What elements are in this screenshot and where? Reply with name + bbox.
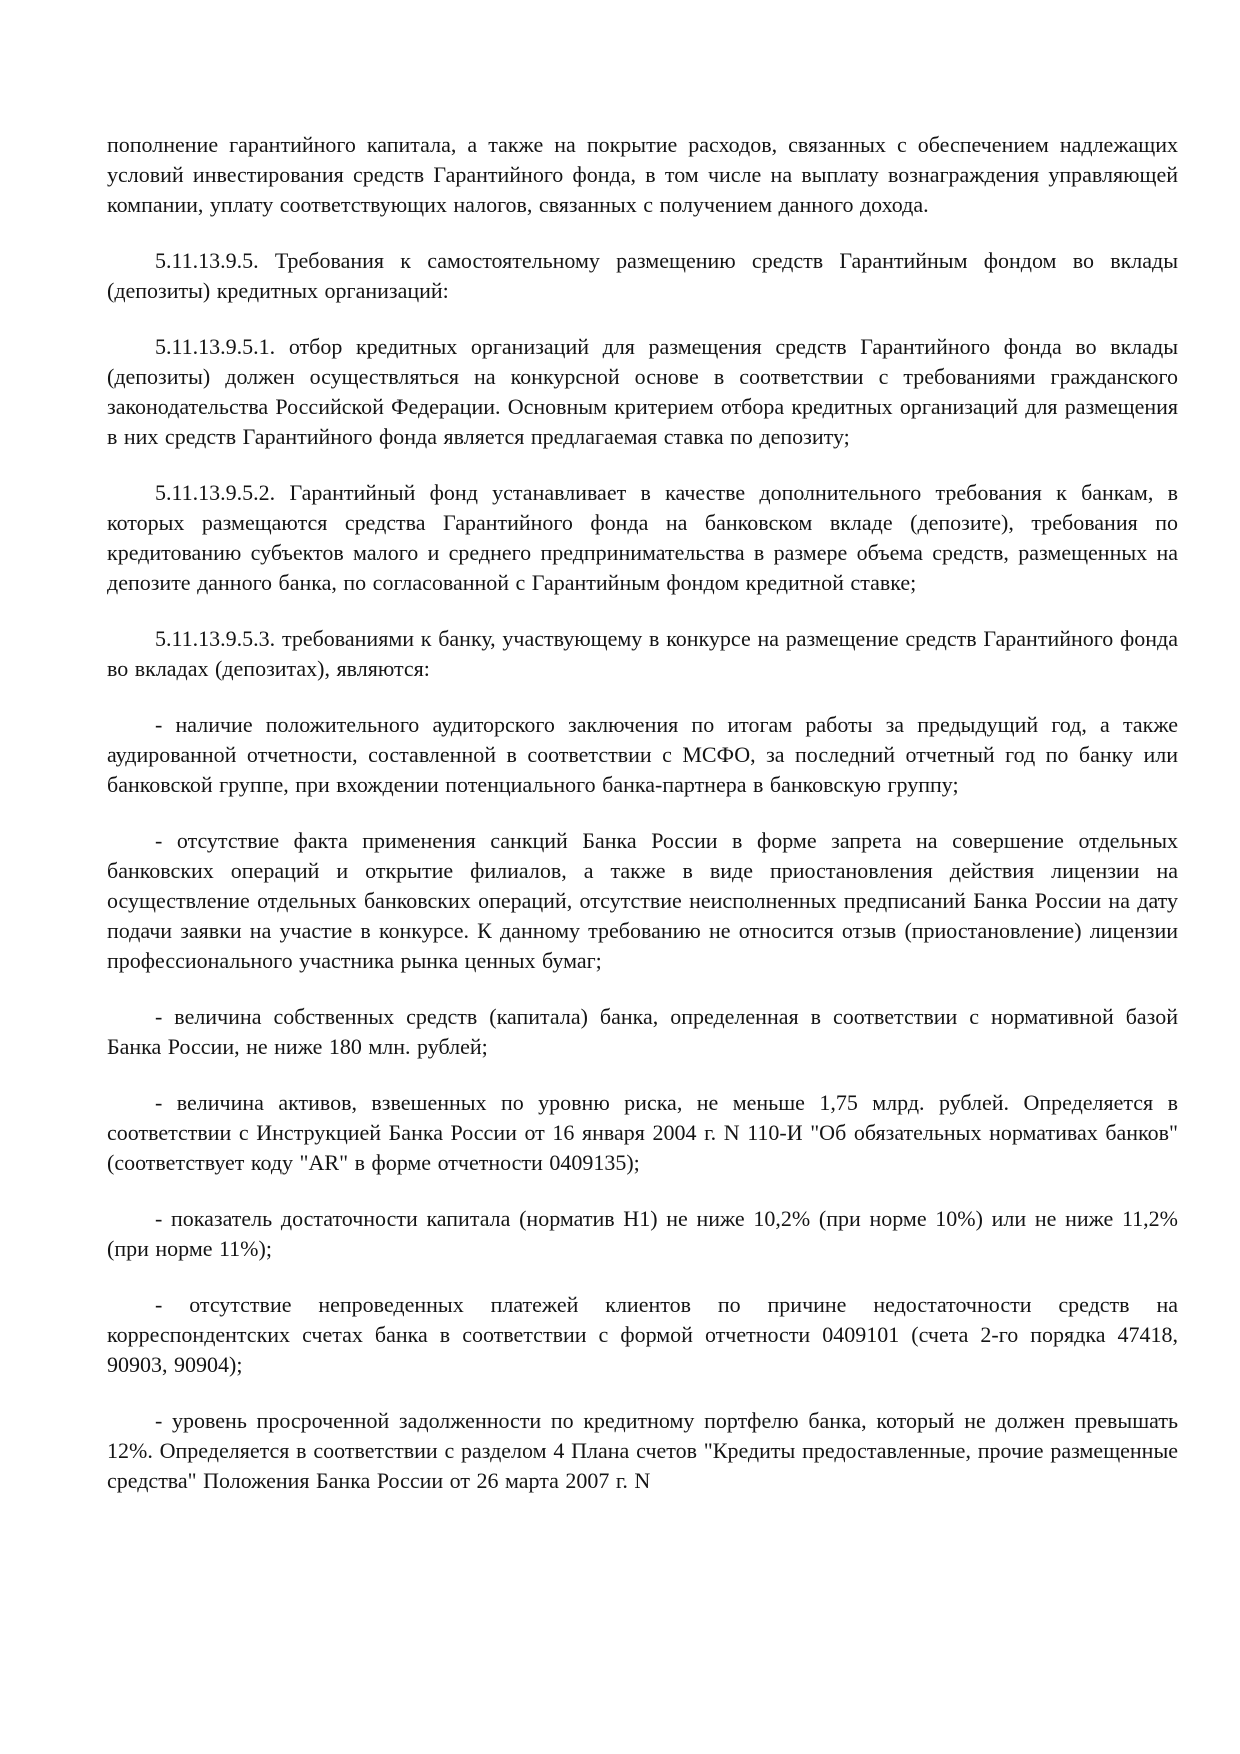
clause-5-11-13-9-5-1: 5.11.13.9.5.1. отбор кредитных организаций для размещения средств Гарантийного фонда во вклады (депозиты) должен осуществляться на конкурсной основе в соответствии с требованиями гражданского законодательства Российской Федерации. Основным критерием отбора кредитных организаций для размещения в них средств Гарантийного фонда является предлагаемая ставка по депозиту; (107, 334, 1178, 449)
requirement-item-client-payments: - отсутствие непроведенных платежей клиентов по причине недостаточности средств на корреспондентских счетах банка в соответствии с формой отчетности 0409101 (счета 2-го порядка 47418, 90903, 90904); (107, 1292, 1178, 1377)
document-text-block (107, 130, 1178, 1496)
requirement-item-capital-adequacy: - показатель достаточности капитала (норматив Н1) не ниже 10,2% (при норме 10%) или не ниже 11,2% (при норме 11%); (107, 1206, 1178, 1261)
requirement-item-no-sanctions: - отсутствие факта применения санкций Банка России в форме запрета на совершение отдельных банковских операций и открытие филиалов, а также в виде приостановления действия лицензии на осуществление отдельных банковских операций, отсутствие неисполненных предписаний Банка России на дату подачи заявки на участие в конкурсе. К данному требованию не относится отзыв (приостановление) лицензии профессионального участника рынка ценных бумаг; (107, 828, 1178, 973)
continuation-paragraph: пополнение гарантийного капитала, а также на покрытие расходов, связанных с обеспечением надлежащих условий инвестирования средств Гарантийного фонда, в том числе на выплату вознаграждения управляющей компании, уплату соответствующих налогов, связанных с получением данного дохода. (107, 132, 1178, 217)
requirement-item-overdue-debt: - уровень просроченной задолженности по кредитному портфелю банка, который не должен превышать 12%. Определяется в соответствии с разделом 4 Плана счетов "Кредиты предоставленные, прочие размещенные средства" Положения Банка России от 26 марта 2007 г. N (107, 1408, 1178, 1493)
clause-5-11-13-9-5-heading: 5.11.13.9.5. Требования к самостоятельному размещению средств Гарантийным фондом во вклады (депозиты) кредитных организаций: (107, 248, 1178, 303)
requirement-item-risk-weighted-assets: - величина активов, взвешенных по уровню риска, не меньше 1,75 млрд. рублей. Определяется в соответствии с Инструкцией Банка России от 16 января 2004 г. N 110-И "Об обязательных нормативах банков" (соответствует коду "AR" в форме отчетности 0409135); (107, 1090, 1178, 1175)
clause-5-11-13-9-5-3: 5.11.13.9.5.3. требованиями к банку, участвующему в конкурсе на размещение средств Гарантийного фонда во вкладах (депозитах), являются: (107, 626, 1178, 681)
requirement-item-own-capital: - величина собственных средств (капитала) банка, определенная в соответствии с нормативной базой Банка России, не ниже 180 млн. рублей; (107, 1004, 1178, 1059)
clause-5-11-13-9-5-2: 5.11.13.9.5.2. Гарантийный фонд устанавливает в качестве дополнительного требования к банкам, в которых размещаются средства Гарантийного фонда на банковском вкладе (депозите), требования по кредитованию субъектов малого и среднего предпринимательства в размере объема средств, размещенных на депозите данного банка, по согласованной с Гарантийным фондом кредитной ставке; (107, 480, 1178, 595)
requirement-item-audit-opinion: - наличие положительного аудиторского заключения по итогам работы за предыдущий год, а также аудированной отчетности, составленной в соответствии с МСФО, за последний отчетный год по банку или банковской группе, при вхождении потенциального банка-партнера в банковскую группу; (107, 712, 1178, 797)
